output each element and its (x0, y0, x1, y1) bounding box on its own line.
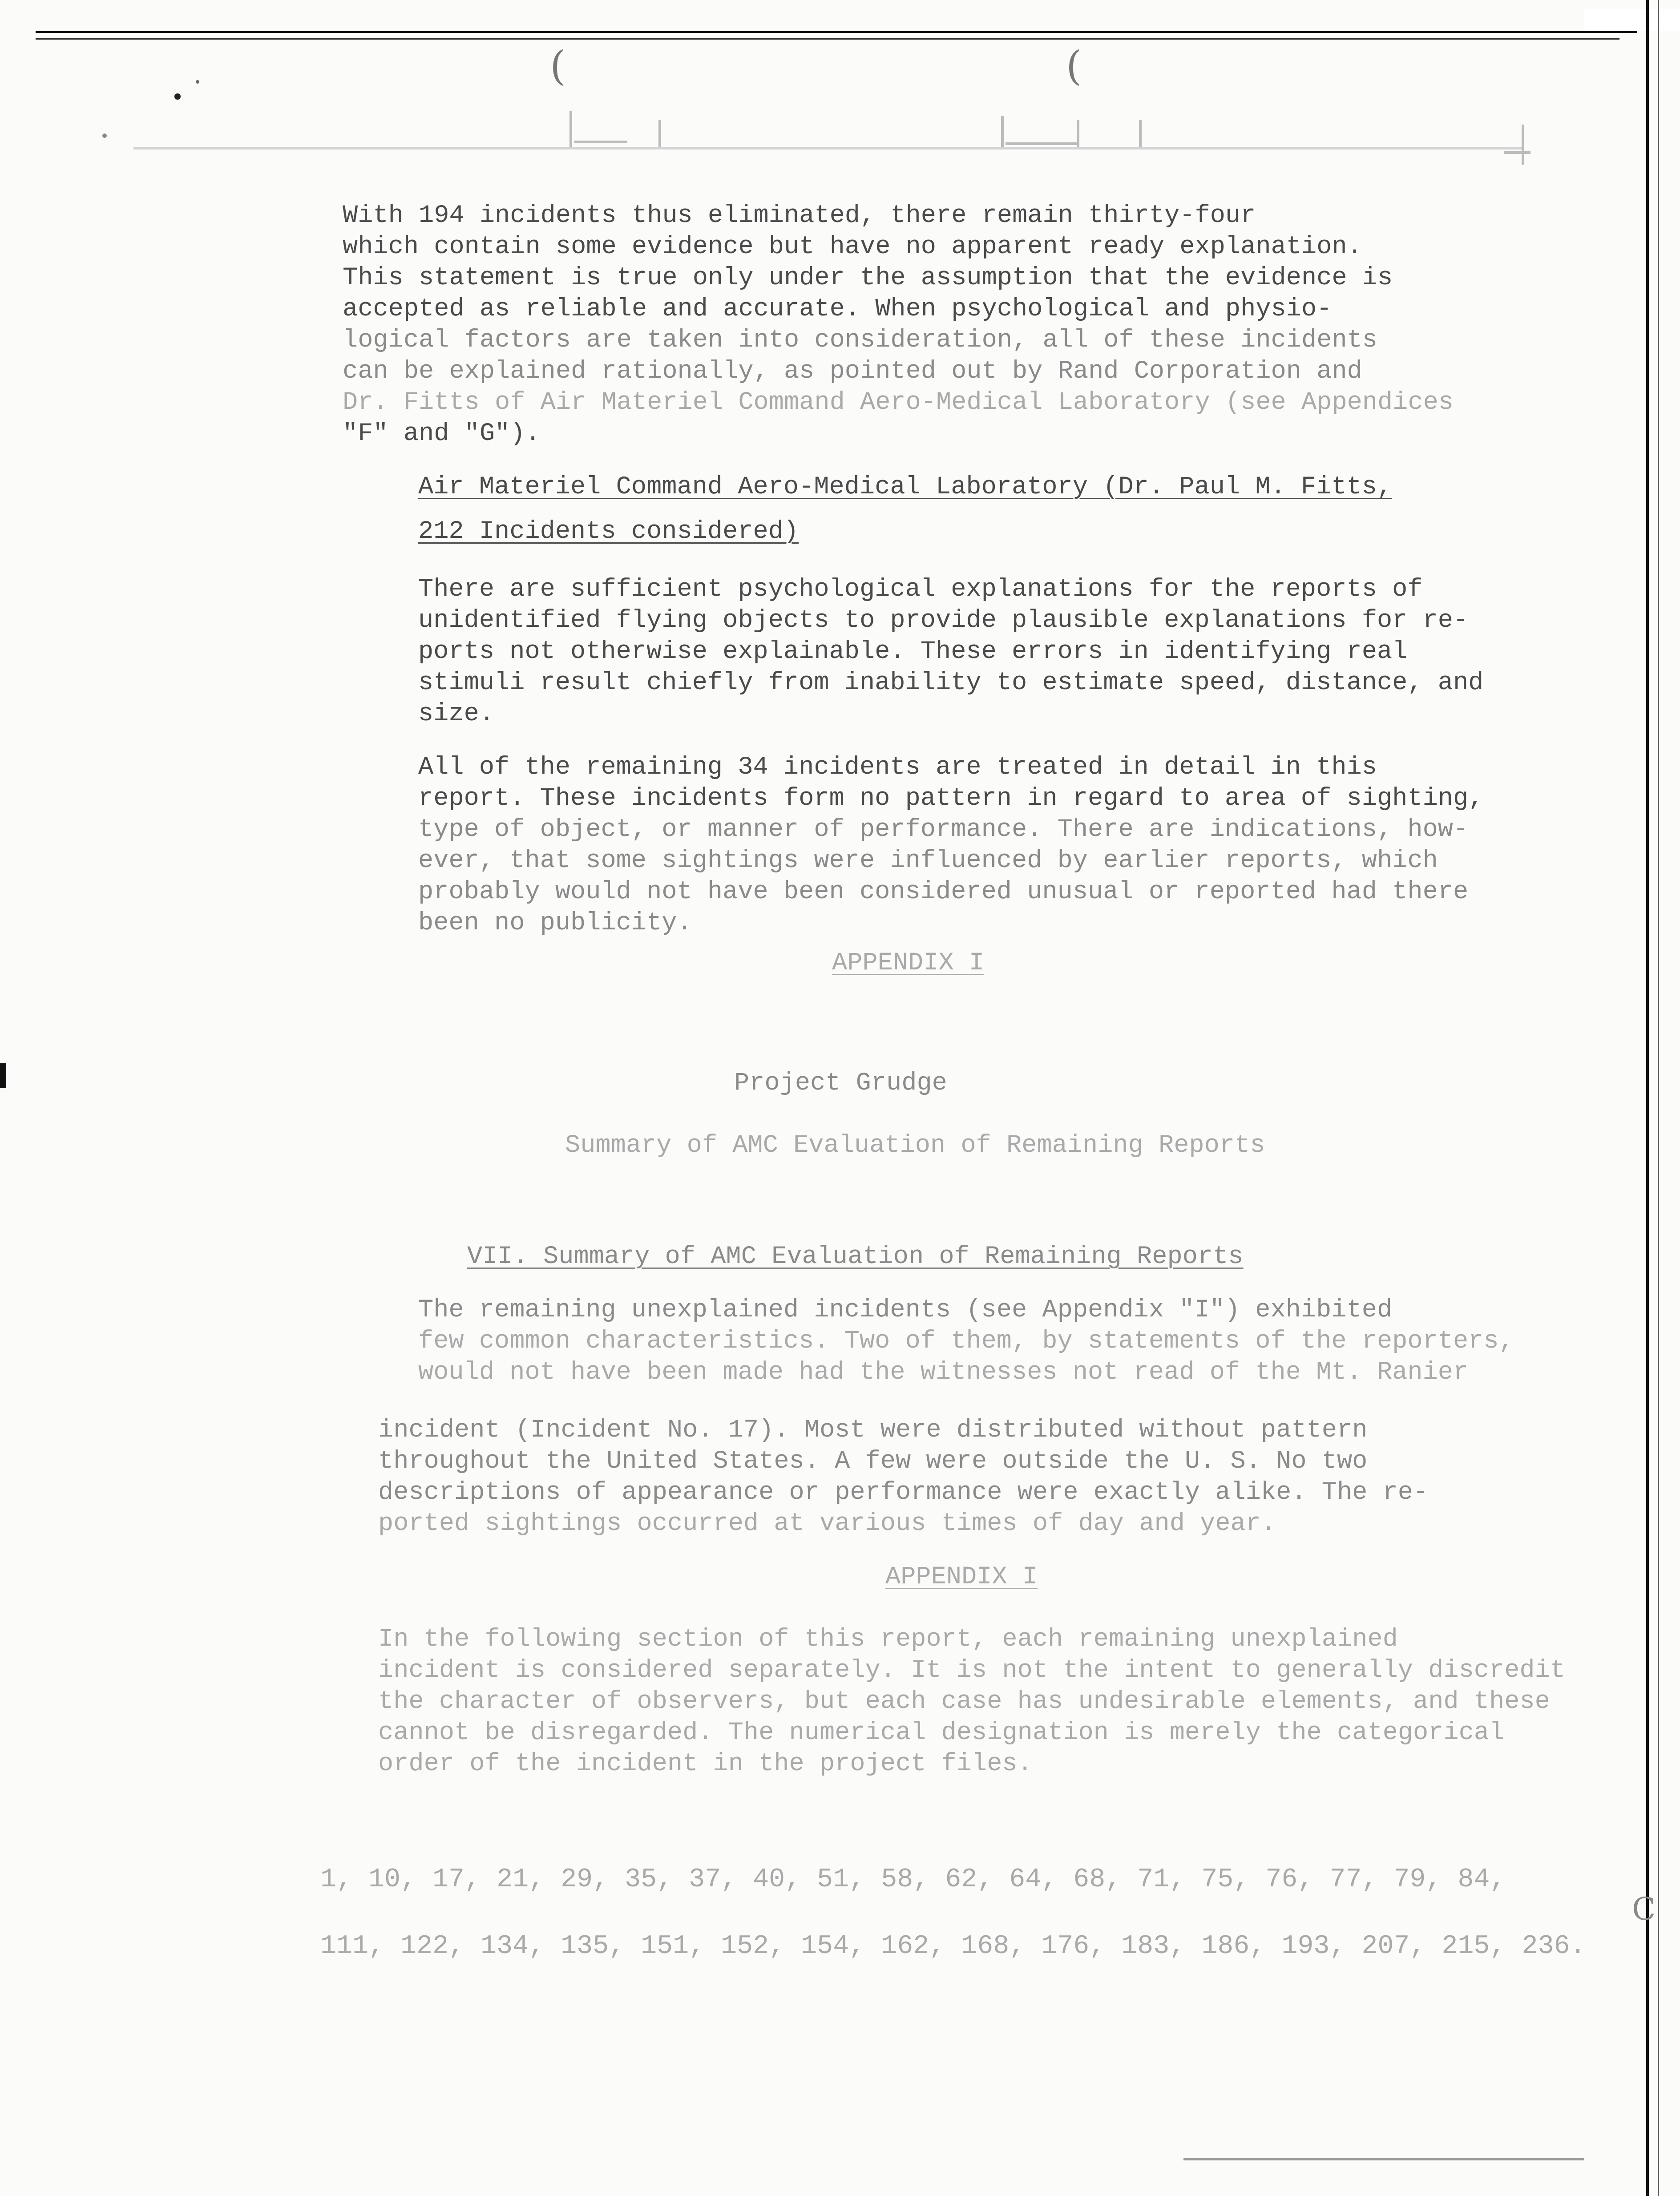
paragraph-line: stimuli result chiefly from inability to estimate speed, distance, and (418, 669, 1484, 697)
project-title: Project Grudge (734, 1069, 947, 1098)
paragraph-line: The remaining unexplained incidents (see Appendix "I") exhibited (418, 1296, 1393, 1324)
scan-tab-mark (574, 141, 627, 143)
paragraph-line: ported sightings occurred at various times of day and year. (378, 1510, 1276, 1538)
paragraph-line: "F" and "G"). (343, 420, 541, 448)
scan-tab-mark (1522, 125, 1524, 165)
scan-bottom-mark (1183, 2158, 1584, 2160)
paragraph-line: descriptions of appearance or performance were exactly alike. The re- (378, 1478, 1429, 1507)
incident-number-list: 111, 122, 134, 135, 151, 152, 154, 162, 168, 176, 183, 186, 193, 207, 215, 236. (320, 1931, 1586, 1962)
paragraph-line: size. (418, 700, 495, 728)
paragraph-line: been no publicity. (418, 909, 692, 937)
paragraph-line: cannot be disregarded. The numerical designation is merely the categorical (378, 1719, 1505, 1747)
paragraph-line: This statement is true only under the assumption that the evidence is (343, 264, 1393, 292)
scan-tab-mark (658, 120, 661, 147)
paragraph-line: accepted as reliable and accurate. When psychological and physio- (343, 295, 1332, 323)
paragraph-line: incident (Incident No. 17). Most were distributed without pattern (378, 1416, 1368, 1445)
paragraph-line: Dr. Fitts of Air Materiel Command Aero-Medical Laboratory (see Appendices (343, 388, 1454, 417)
paragraph-line: which contain some evidence but have no apparent ready explanation. (343, 233, 1362, 261)
paragraph-line: ports not otherwise explainable. These errors in identifying real (418, 638, 1408, 666)
paragraph-line: unidentified flying objects to provide plausible explanations for re- (418, 606, 1469, 635)
scan-border-right-inner (1658, 0, 1659, 2196)
paragraph-line: ever, that some sightings were influenced by earlier reports, which (418, 847, 1438, 875)
paragraph-line: incident is considered separately. It is not the intent to generally discredit (378, 1656, 1566, 1685)
binder-hole-mark-right: ( (1066, 43, 1082, 89)
scan-tab-mark (1077, 120, 1079, 147)
paragraph-line: the character of observers, but each case has undesirable elements, and these (378, 1687, 1550, 1716)
scan-corner-gap (1584, 9, 1680, 31)
paragraph-line: logical factors are taken into consideration, all of these incidents (343, 326, 1377, 355)
paragraph-line: order of the incident in the project files. (378, 1750, 1033, 1778)
scan-tab-mark (1006, 142, 1077, 145)
section-vii-heading: VII. Summary of AMC Evaluation of Remaining Reports (467, 1243, 1244, 1271)
section-heading: Air Materiel Command Aero-Medical Laboratory (Dr. Paul M. Fitts, (418, 473, 1393, 501)
paragraph-line: few common characteristics. Two of them, by statements of the reporters, (418, 1327, 1514, 1356)
scan-speck (174, 93, 181, 100)
paragraph-line: There are sufficient psychological explanations for the reports of (418, 575, 1423, 604)
scan-border-right (1646, 0, 1649, 2196)
scan-tab-baseline (133, 147, 1522, 149)
binder-hole-mark-left: ( (550, 43, 566, 89)
appendix-heading: APPENDIX I (885, 1563, 1038, 1591)
paragraph-line: type of object, or manner of performance. There are indications, how- (418, 815, 1469, 844)
scan-border-top (36, 31, 1637, 33)
scan-speck (102, 133, 107, 138)
scan-edge-mark (0, 1063, 6, 1088)
summary-title: Summary of AMC Evaluation of Remaining Reports (565, 1131, 1265, 1160)
scan-tab-mark (569, 111, 572, 147)
paragraph-line: can be explained rationally, as pointed out by Rand Corporation and (343, 357, 1362, 386)
paragraph-line: would not have been made had the witnesses not read of the Mt. Ranier (418, 1358, 1469, 1387)
scan-tab-mark (1001, 116, 1004, 147)
paragraph-line: In the following section of this report, each remaining unexplained (378, 1625, 1398, 1654)
incident-number-list: 1, 10, 17, 21, 29, 35, 37, 40, 51, 58, 62, 64, 68, 71, 75, 76, 77, 79, 84, (320, 1865, 1506, 1895)
paragraph-line: report. These incidents form no pattern in regard to area of sighting, (418, 784, 1484, 813)
scan-speck (196, 80, 199, 84)
scan-border-top-inner (36, 38, 1619, 40)
paragraph-line: All of the remaining 34 incidents are treated in detail in this (418, 753, 1377, 782)
section-heading: 212 Incidents considered) (418, 517, 799, 546)
paragraph-line: probably would not have been considered unusual or reported had there (418, 878, 1469, 906)
scan-edge-c-mark: C (1632, 1891, 1656, 1927)
paragraph-line: With 194 incidents thus eliminated, there remain thirty-four (343, 202, 1256, 230)
scan-tab-mark (1504, 151, 1531, 154)
scan-tab-mark (1139, 120, 1142, 147)
appendix-heading: APPENDIX I (832, 949, 985, 977)
paragraph-line: throughout the United States. A few were outside the U. S. No two (378, 1447, 1368, 1476)
